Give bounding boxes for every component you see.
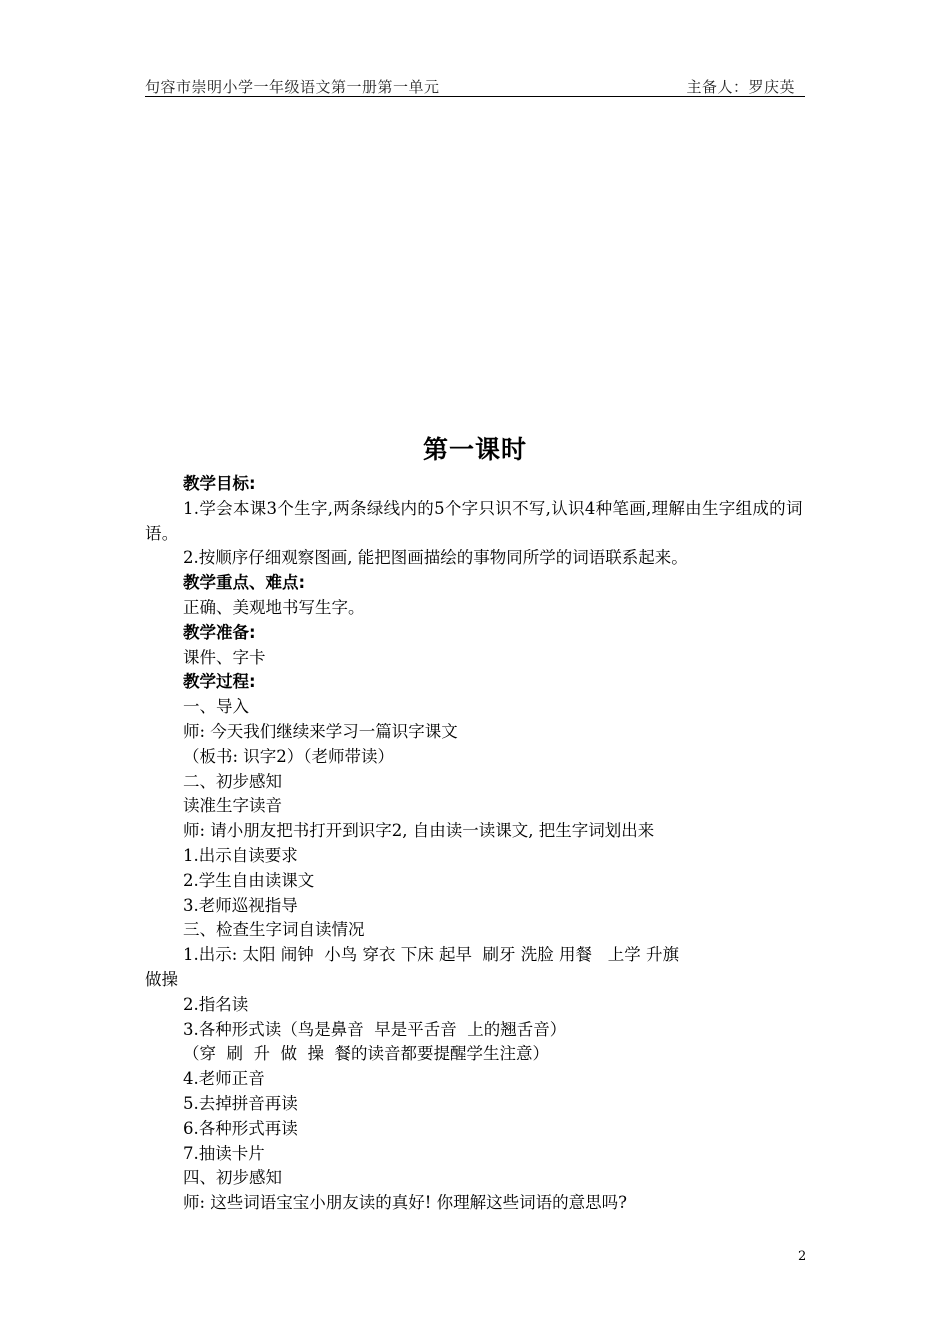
section-2-line-e: 3.老师巡视指导 <box>183 895 298 915</box>
lesson-title: 第一课时 <box>422 435 527 464</box>
section-3-line-a: 1.出示: 太阳 闹钟 小鸟 穿衣 下床 起早 刷牙 洗脸 用餐 上学 升旗 <box>183 945 679 965</box>
section-2-line-c: 1.出示自读要求 <box>183 845 298 865</box>
section-3-line-a-continued: 做操 <box>145 969 178 989</box>
section-2-line-a: 读准生字读音 <box>183 796 282 816</box>
key-points: 正确、美观地书写生字。 <box>183 597 365 617</box>
section-2-title: 二、初步感知 <box>183 771 282 791</box>
header-course-info: 句容市崇明小学一年级语文第一册第一单元 <box>145 78 440 96</box>
lesson-body <box>145 472 810 1216</box>
section-3-line-h: 7.抽读卡片 <box>183 1143 265 1163</box>
heading-goals: 教学目标: <box>183 474 256 493</box>
goal-1: 1.学会本课3个生字,两条绿线内的5个字只识不写,认识4种笔画,理解由生字组成的词语。 <box>145 498 803 543</box>
section-3-title: 三、检查生字词自读情况 <box>183 920 365 940</box>
section-3-line-e: 4.老师正音 <box>183 1069 265 1089</box>
page-number: 2 <box>798 1249 807 1264</box>
header-preparer: 主备人：罗庆英 <box>686 78 795 96</box>
section-4-title: 四、初步感知 <box>183 1168 282 1188</box>
section-3-line-b: 2.指名读 <box>183 994 249 1014</box>
section-1-line-a: 师: 今天我们继续来学习一篇识字课文 <box>183 721 458 741</box>
heading-process: 教学过程: <box>183 672 256 692</box>
heading-key-points: 教学重点、难点: <box>183 573 306 593</box>
section-4-line-a: 师: 这些词语宝宝小朋友读的真好! 你理解这些词语的意思吗? <box>183 1193 628 1213</box>
section-3-line-c: 3.各种形式读（鸟是鼻音 早是平舌音 上的翘舌音） <box>183 1019 567 1039</box>
heading-preparation: 教学准备: <box>183 622 256 642</box>
goal-2: 2.按顺序仔细观察图画, 能把图画描绘的事物同所学的词语联系起来。 <box>183 548 688 568</box>
section-2-line-b: 师: 请小朋友把书打开到识字2, 自由读一读课文, 把生字词划出来 <box>183 821 655 841</box>
section-3-line-d: （穿 刷 升 做 操 餐的读音都要提醒学生注意） <box>183 1044 549 1064</box>
section-1-line-b: （板书: 识字2）（老师带读） <box>183 746 395 766</box>
section-3-line-g: 6.各种形式再读 <box>183 1118 298 1138</box>
page-header <box>145 76 805 97</box>
section-2-line-d: 2.学生自由读课文 <box>183 870 315 890</box>
preparation: 课件、字卡 <box>183 647 266 667</box>
section-3-line-f: 5.去掉拼音再读 <box>183 1093 298 1113</box>
section-1-title: 一、导入 <box>183 697 249 717</box>
